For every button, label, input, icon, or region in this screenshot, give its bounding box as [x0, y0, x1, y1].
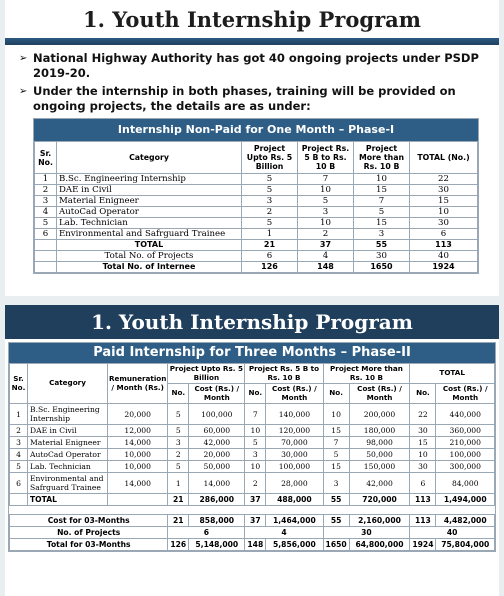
table-title: Internship Non-Paid for One Month – Phase-I	[34, 119, 478, 141]
total-row: TOTAL 21 286,000 37 488,000 55 720,000 113 1,494,000	[10, 494, 495, 506]
cost-3-months-row: Cost for 03-Months 21 858,000 37 1,464,000 55 2,160,000 113 4,482,000	[10, 515, 495, 527]
table-row: 6 Environmental and Safrguard Trainee 14,000 1 14,000 2 28,000 3 42,000 6 84,000	[10, 473, 495, 494]
slide-phase-1	[5, 0, 499, 296]
phase1-table	[33, 118, 479, 274]
table-row: 6 Environmental and Safrguard Trainee 1 2 3 6	[35, 229, 478, 240]
bullet-item: ➢ Under the internship in both phases, training will be provided on ongoing projects, the details are as under:	[19, 84, 456, 113]
arrow-bullet-icon: ➢	[19, 53, 28, 64]
total-row: TOTAL 21 37 55 113	[35, 240, 478, 251]
table-row: 2 DAE in Civil 12,000 5 60,000 10 120,000 15 180,000 30 360,000	[10, 425, 495, 437]
arrow-bullet-icon: ➢	[19, 86, 28, 97]
slide-phase-2	[5, 305, 499, 596]
header-cell: Project Rs. 5 B to Rs. 10 B	[298, 142, 354, 174]
table-title: Paid Internship for Three Months – Phase-II	[9, 343, 495, 363]
table-subheader-row: No. Cost (Rs.) / Month No. Cost (Rs.) / Month No. Cost (Rs.) / Month No. Cost (Rs.) / Month	[10, 384, 495, 404]
table-row: 3 Material Enigneer 3 5 7 15	[35, 196, 478, 207]
slide-title: 1. Youth Internship Program	[83, 6, 421, 32]
projects-row: Total No. of Projects 6 4 30 40	[35, 251, 478, 262]
table-row: 2 DAE in Civil 5 10 15 30	[35, 185, 478, 196]
total-3-months-row: Total for 03-Months 126 5,148,000 148 5,856,000 1650 64,800,000 1924 75,804,000	[10, 539, 495, 551]
bullet-list	[5, 49, 499, 114]
header-cell: Sr. No.	[35, 142, 57, 174]
header-cell: Category	[57, 142, 242, 174]
header-cell: Project Upto Rs. 5 Billion	[242, 142, 298, 174]
title-divider	[5, 38, 499, 45]
table-row: 1 B.Sc. Engineering Internship 20,000 5 100,000 7 140,000 10 200,000 22 440,000	[10, 404, 495, 425]
header-cell: Project More than Rs. 10 B	[354, 142, 410, 174]
table-header-row: Sr. No. Category Remuneration / Month (Rs.) Project Upto Rs. 5 Billion Project Rs. 5 B to Rs. 10 B Project More than Rs. 10 B TOTAL	[10, 364, 495, 384]
projects-row: No. of Projects 6 4 30 40	[10, 527, 495, 539]
table-row: 5 Lab. Technician 10,000 5 50,000 10 100,000 15 150,000 30 300,000	[10, 461, 495, 473]
table-row: 4 AutoCad Operator 10,000 2 20,000 3 30,000 5 50,000 10 100,000	[10, 449, 495, 461]
table-header-row	[35, 142, 478, 174]
table-row: 5 Lab. Technician 5 10 15 30	[35, 218, 478, 229]
interns-row: Total No. of Internee 126 148 1650 1924	[35, 262, 478, 273]
phase2-table	[8, 342, 496, 552]
spacer-row	[10, 506, 495, 515]
header-cell: TOTAL (No.)	[410, 142, 478, 174]
slide-title: 1. Youth Internship Program	[5, 305, 499, 339]
table-row: 4 AutoCad Operator 2 3 5 10	[35, 207, 478, 218]
table-row: 3 Material Enigneer 14,000 3 42,000 5 70,000 7 98,000 15 210,000	[10, 437, 495, 449]
table-row: 1 B.Sc. Engineering Internship 5 7 10 22	[35, 174, 478, 185]
bullet-item: ➢ National Highway Authority has got 40 ongoing projects under PSDP 2019-20.	[19, 51, 479, 80]
